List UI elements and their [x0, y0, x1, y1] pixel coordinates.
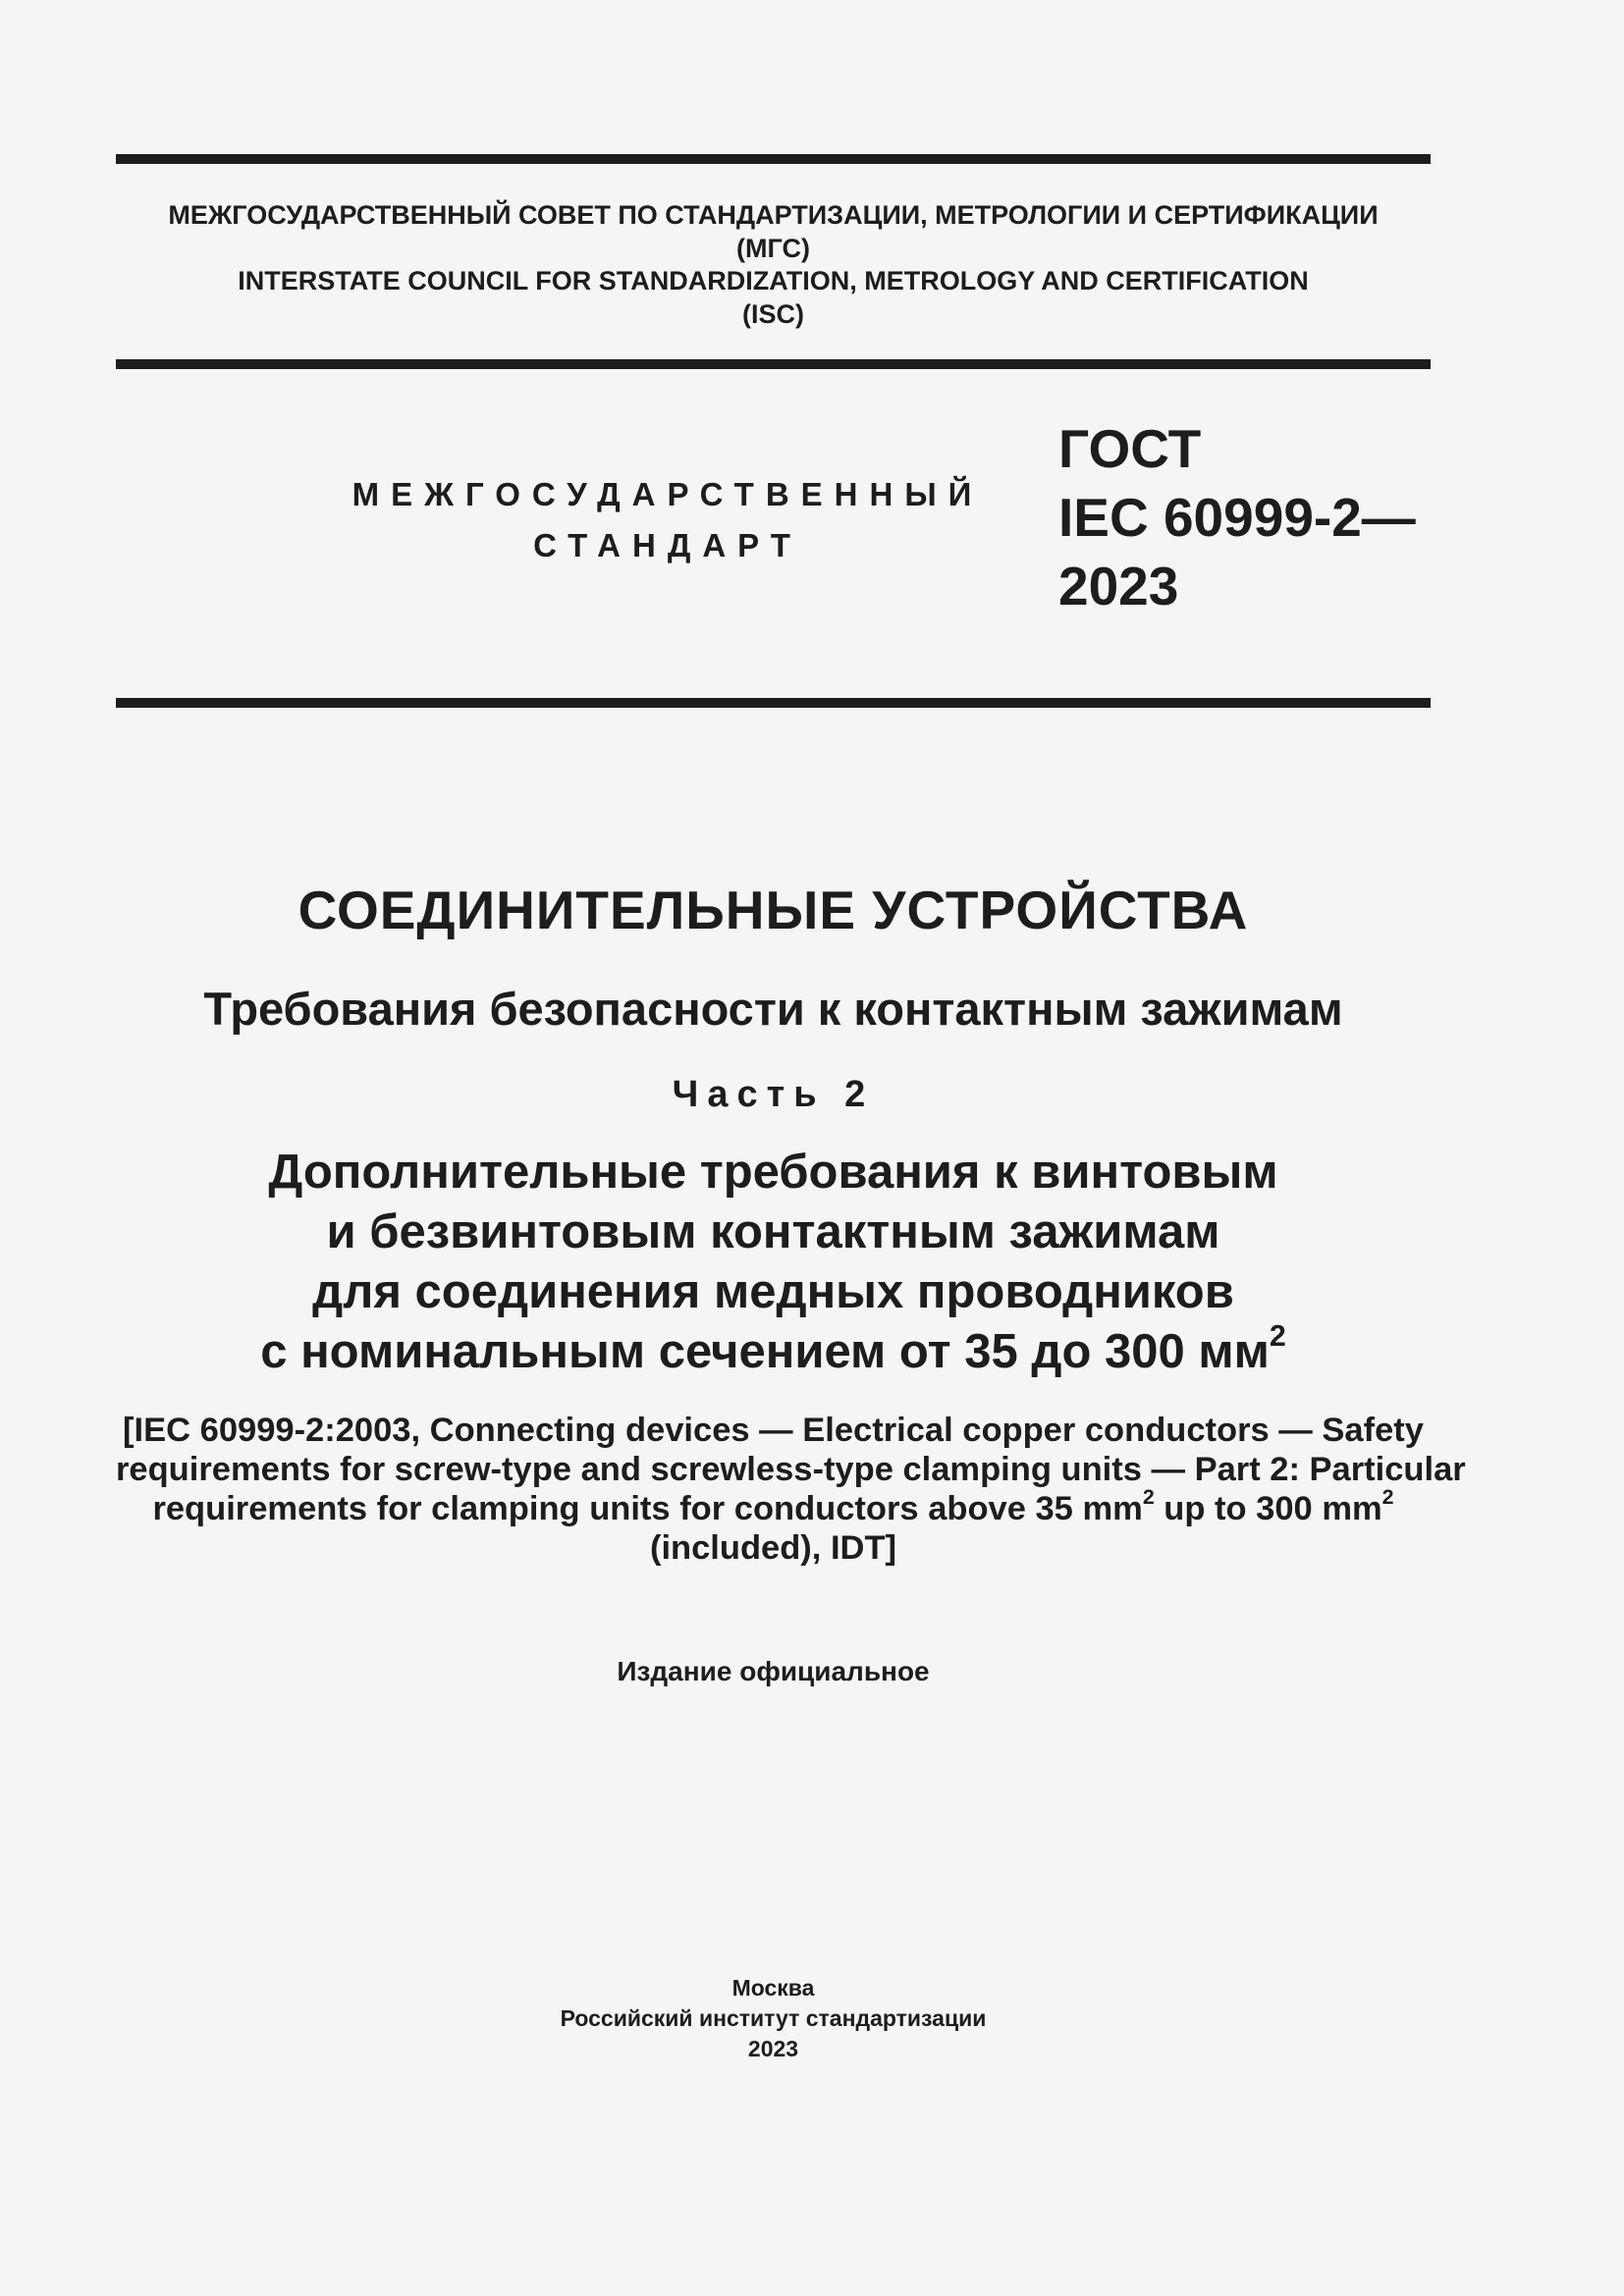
part-title — [116, 1143, 1431, 1382]
part-title-line4 — [116, 1319, 1431, 1382]
standard-kind-line1: МЕЖГОСУДАРСТВЕННЫЙ — [352, 476, 984, 512]
iec-reference-line3-a: requirements for clamping units for conductors above 35 mm — [152, 1490, 1143, 1527]
top-rule — [116, 154, 1431, 164]
designation-bottom-rule — [116, 698, 1431, 708]
part-title-line4-text: с номинальным сечением от 35 до 300 мм — [260, 1325, 1270, 1378]
iec-reference — [116, 1411, 1466, 1568]
council-header — [116, 199, 1431, 331]
standard-designation — [1058, 414, 1416, 620]
iec-reference-superscript-1: 2 — [1142, 1485, 1155, 1510]
iec-reference-line2: requirements for screw-type and screwless-type clamping units — Part 2: Particular — [116, 1451, 1466, 1488]
iec-reference-line4: (included), IDT] — [649, 1529, 897, 1567]
document-title: СОЕДИНИТЕЛЬНЫЕ УСТРОЙСТВА — [298, 880, 1249, 940]
council-bottom-rule — [116, 359, 1431, 369]
imprint-publisher: Российский институт стандартизации — [560, 2005, 987, 2031]
part-title-line3: для соединения медных проводников — [312, 1265, 1234, 1318]
part-title-line2: и безвинтовым контактным зажимам — [326, 1205, 1220, 1258]
council-name-en: INTERSTATE COUNCIL FOR STANDARDIZATION, METROLOGY AND CERTIFICATION — [238, 266, 1309, 295]
iec-reference-line1: [IEC 60999-2:2003, Connecting devices — Electrical copper conductors — Safety — [123, 1412, 1424, 1449]
council-abbr-en: (ISC) — [742, 298, 804, 329]
part-title-line1: Дополнительные требования к винтовым — [268, 1146, 1278, 1199]
standard-kind — [334, 469, 1001, 571]
iec-reference-line3-b: up to 300 mm — [1154, 1490, 1382, 1527]
imprint-year: 2023 — [747, 2036, 799, 2061]
document-subtitle: Требования безопасности к контактным зажимам — [203, 983, 1343, 1035]
iec-reference-line3 — [116, 1485, 1431, 1528]
designation-line1: ГОСТ — [1058, 418, 1202, 479]
edition-note: Издание официальное — [617, 1656, 930, 1686]
iec-reference-superscript-2: 2 — [1381, 1485, 1394, 1510]
council-name-ru: МЕЖГОСУДАРСТВЕННЫЙ СОВЕТ ПО СТАНДАРТИЗАЦИИ, МЕТРОЛОГИИ И СЕРТИФИКАЦИИ — [168, 200, 1379, 230]
part-title-line4-superscript: 2 — [1269, 1319, 1286, 1354]
designation-line3: 2023 — [1058, 556, 1179, 616]
imprint-city: Москва — [731, 1975, 815, 2001]
designation-line2: IEC 60999-2— — [1058, 487, 1416, 548]
part-number: Часть 2 — [672, 1074, 875, 1115]
standard-kind-line2: СТАНДАРТ — [533, 527, 802, 563]
council-abbr-ru: (МГС) — [736, 233, 810, 263]
imprint — [116, 1973, 1431, 2064]
